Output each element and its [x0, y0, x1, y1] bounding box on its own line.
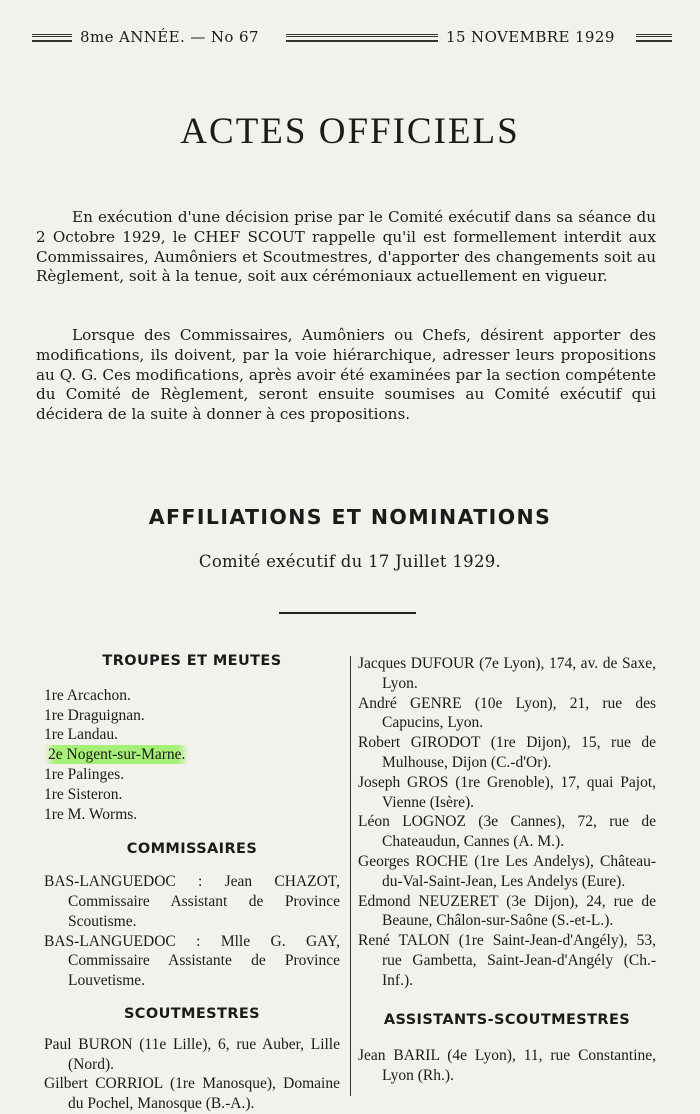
scoutmestre-entry: Gilbert CORRIOL (1re Manosque), Domaine du Pochel, Manosque (B.-A.). [44, 1075, 340, 1113]
scoutmestre-entry: Paul BURON (11e Lille), 6, rue Auber, Lille (Nord). [44, 1035, 340, 1073]
section-title: AFFILIATIONS ET NOMINATIONS [148, 505, 552, 529]
left-column [44, 652, 340, 1114]
highlighter-mark: 2e Nogent-sur-Marne. [44, 745, 189, 764]
section-subtitle: Comité exécutif du 17 Juillet 1929. [198, 552, 502, 571]
troupe-item: 1re Sisteron. [44, 785, 123, 803]
section-divider [279, 612, 416, 614]
troupe-item: 1re Draguignan. [44, 706, 145, 724]
header-rule-middle [286, 34, 438, 42]
column-divider [350, 656, 351, 1096]
scoutmestre-entry: Joseph GROS (1re Grenoble), 17, quai Pajot, Vienne (Isère). [358, 773, 656, 811]
header-rule-right [636, 34, 672, 42]
header-date: 15 NOVEMBRE 1929 [446, 28, 615, 46]
troupe-item: 1re M. Worms. [44, 805, 138, 823]
commissaires-heading: COMMISSAIRES [126, 841, 258, 858]
troupe-item: 1re Landau. [44, 726, 119, 744]
scoutmestre-entry: Edmond NEUZERET (3e Dijon), 24, rue de Beaune, Châlon-sur-Saône (S.-et-L.). [358, 892, 656, 930]
scoutmestre-entry: Léon LOGNOZ (3e Cannes), 72, rue de Chateaudun, Cannes (A. M.). [358, 813, 656, 851]
scoutmestre-entry: René TALON (1re Saint-Jean-d'Angély), 53, rue Gambetta, Saint-Jean-d'Angély (Ch.-Inf.). [358, 932, 656, 989]
page-title: ACTES OFFICIELS [180, 111, 520, 152]
assistants-heading: ASSISTANTS-SCOUTMESTRES [383, 1011, 631, 1028]
header-rule-left [32, 34, 72, 42]
scoutmestre-entry: Jacques DUFOUR (7e Lyon), 174, av. de Saxe, Lyon. [358, 655, 656, 692]
running-header [32, 28, 672, 48]
scoutmestres-heading: SCOUTMESTRES [123, 1005, 261, 1022]
troupes-list [44, 686, 340, 825]
assistant-entry: Jean BARIL (4e Lyon), 11, rue Constantine, Lyon (Rh.). [358, 1047, 656, 1085]
troupe-item: 1re Arcachon. [44, 686, 131, 704]
troupes-heading: TROUPES ET MEUTES [102, 653, 282, 669]
scoutmestre-entry: André GENRE (10e Lyon), 21, rue des Capucins, Lyon. [358, 694, 656, 732]
commissaire-entry: BAS-LANGUEDOC : Jean CHAZOT, Commissaire Assistant de Province Scoutisme. [44, 873, 340, 930]
troupe-item: 1re Palinges. [44, 765, 125, 783]
right-column [358, 654, 656, 1086]
commissaire-entry: BAS-LANGUEDOC : Mlle G. GAY, Commissaire Assistante de Province Louvetisme. [44, 932, 340, 990]
header-issue: 8me ANNÉE. — No 67 [80, 28, 259, 46]
intro-paragraph-1: En exécution d'une décision prise par le Comité exécutif dans sa séance du 2 Octobre 1929, le CHEF SCOUT rappelle qu'il est formellement interdit aux Commissaires, Aumôniers et Scoutmestres, d'apporter des changements soit au Règlement, soit à la tenue, soit aux cérémoniaux actuellement en vigueur. [36, 208, 656, 286]
scoutmestre-entry: Robert GIRODOT (1re Dijon), 15, rue de Mulhouse, Dijon (C.-d'Or). [358, 734, 656, 771]
troupe-item-highlighted [44, 745, 340, 765]
intro-paragraph-2: Lorsque des Commissaires, Aumôniers ou Chefs, désirent apporter des modifications, ils doivent, par la voie hiérarchique, adresser leurs propositions au Q. G. Ces modifications, après avoir été examinées par la section compétente du Comité de Règlement, seront ensuite soumises au Comité exécutif qui décidera de la suite à donner à ces propositions. [36, 326, 656, 424]
scoutmestre-entry: Georges ROCHE (1re Les Andelys), Château-du-Val-Saint-Jean, Les Andelys (Eure). [358, 852, 656, 890]
